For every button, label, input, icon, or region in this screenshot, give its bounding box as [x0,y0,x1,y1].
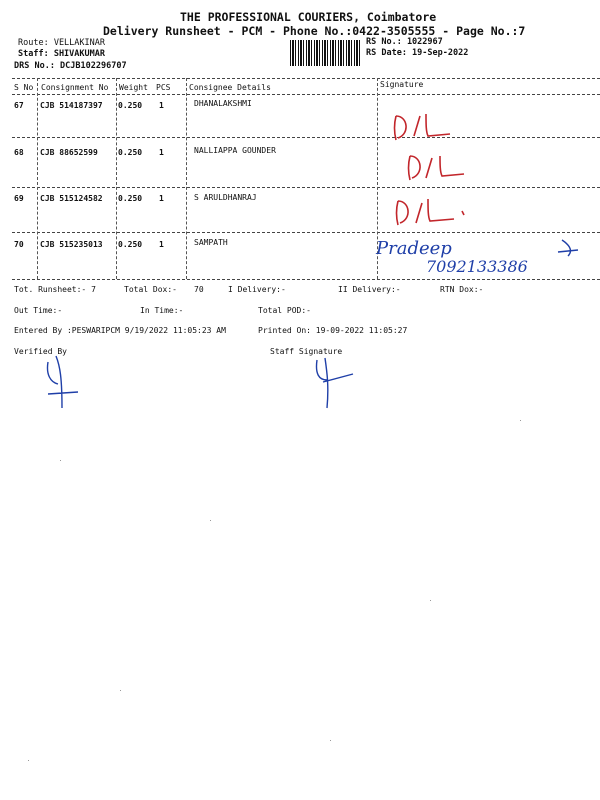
header-consignee: Consignee Details [189,83,271,92]
handwritten-receiver-signature [372,232,592,280]
header-sno: S No [14,83,34,92]
row-weight: 0.250 [118,194,143,203]
row-pcs: 1 [159,148,164,157]
row-weight: 0.250 [118,101,143,110]
row-pcs: 1 [159,194,164,203]
row-consignment: CJB 88652599 [40,148,98,157]
row-divider [12,137,600,138]
svg-text:7092133386: 7092133386 [426,257,528,276]
company-title: THE PROFESSIONAL COURIERS, Coimbatore [180,10,437,24]
barcode [290,40,362,66]
ii-delivery: II Delivery:- [338,285,401,294]
entered-by: Entered By :PESWARIPCM 9/19/2022 11:05:23 AM [14,326,226,335]
row-consignment: CJB 514187397 [40,101,103,110]
out-time: Out Time:- [14,306,63,315]
runsheet-subtitle: Delivery Runsheet - PCM - Phone No.:0422-3505555 - Page No.:7 [103,24,526,38]
printed-on: Printed On: 19-09-2022 11:05:27 [258,326,408,335]
header-pcs: PCS [156,83,171,92]
rtn-dox: RTN Dox:- [440,285,484,294]
rs-date: RS Date: 19-Sep-2022 [366,48,469,58]
row-weight: 0.250 [118,240,143,249]
staff-signature [305,352,365,412]
row-sno: 69 [14,194,24,203]
table-header-rule [12,94,600,95]
verifier-signature [40,352,90,412]
handwritten-dl-signature [392,195,472,231]
total-dox-label: Total Dox:- [124,285,177,294]
row-consignee: NALLIAPPA GOUNDER [194,146,276,155]
row-pcs: 1 [159,240,164,249]
header-weight: Weight [119,83,148,92]
row-consignee: SAMPATH [194,238,228,247]
total-pod: Total POD:- [258,306,311,315]
table-top-rule [12,78,600,79]
header-signature: Signature [380,80,424,89]
svg-text:Pradeep: Pradeep [376,238,452,259]
handwritten-dl-signature [404,150,474,184]
staff-signature-label: Staff Signature [270,347,343,356]
verified-by-label: Verified By [14,347,67,356]
row-sno: 67 [14,101,24,110]
route-label: Route: VELLAKINAR [18,38,105,48]
row-pcs: 1 [159,101,164,110]
handwritten-dl-signature [390,110,460,144]
row-consignee: DHANALAKSHMI [194,99,252,108]
i-delivery: I Delivery:- [228,285,286,294]
row-consignee: S ARULDHANRAJ [194,193,257,202]
header-consignment: Consignment No [41,83,109,92]
column-divider [37,78,38,279]
column-divider [116,78,117,279]
row-consignment: CJB 515124582 [40,194,103,203]
total-dox-value: 70 [194,285,204,294]
row-weight: 0.250 [118,148,143,157]
total-runsheet: Tot. Runsheet:- 7 [14,285,96,294]
rs-number: RS No.: 1022967 [366,37,443,47]
row-sno: 68 [14,148,24,157]
drs-number: DRS No.: DCJB102296707 [14,61,127,71]
staff-label: Staff: SHIVAKUMAR [18,49,105,59]
row-sno: 70 [14,240,24,249]
in-time: In Time:- [140,306,184,315]
row-divider [12,187,600,188]
row-consignment: CJB 515235013 [40,240,103,249]
column-divider [186,78,187,279]
